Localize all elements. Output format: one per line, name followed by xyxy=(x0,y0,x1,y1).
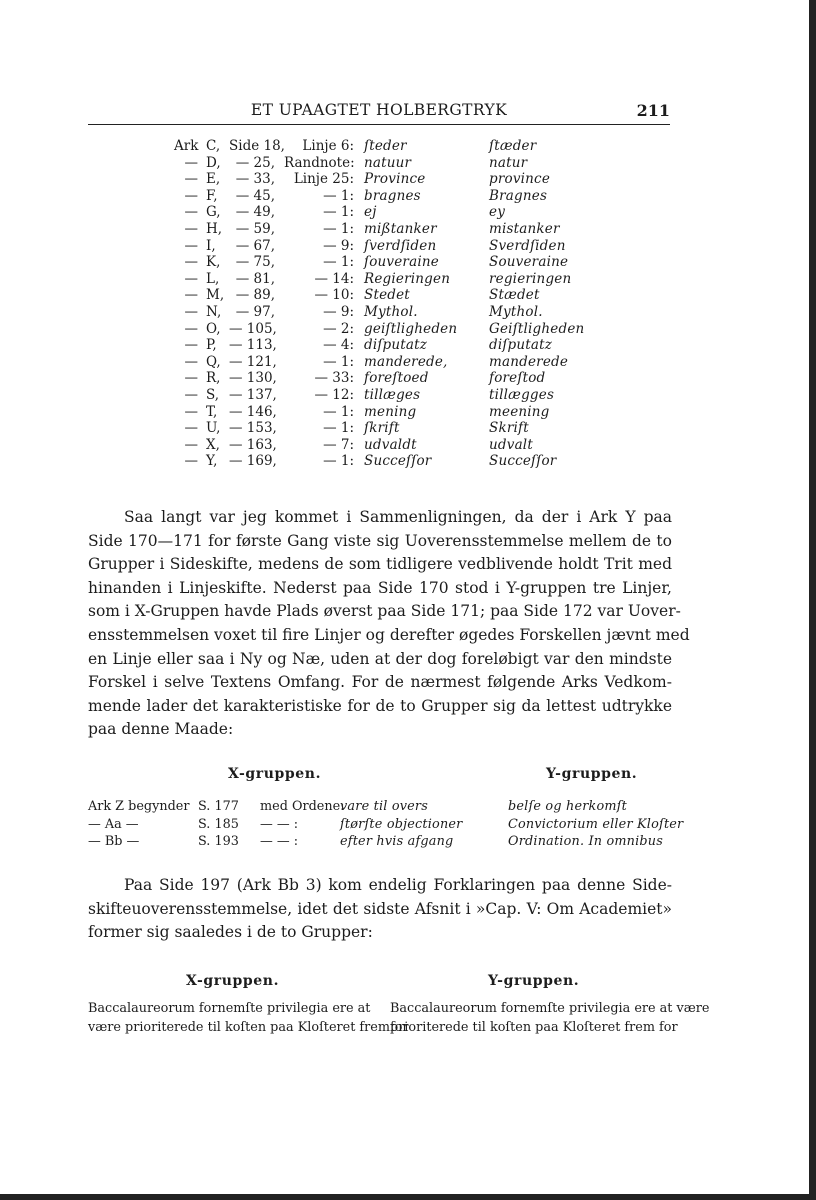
errata-letter: S, xyxy=(206,386,220,403)
errata-line: — 33: xyxy=(314,370,354,387)
comparison-row xyxy=(88,816,684,834)
errata-misprint: manderede, xyxy=(364,353,448,370)
errata-sheet: — xyxy=(184,204,198,221)
comparison-cell-x: efter hvis afgang xyxy=(340,834,454,849)
errata-sheet: Ark xyxy=(174,138,199,154)
errata-correction: mistanker xyxy=(489,220,560,237)
errata-correction: Sverdſiden xyxy=(489,237,566,254)
x-column-text xyxy=(88,999,409,1037)
errata-misprint: Succeſſor xyxy=(364,453,432,470)
y-column-line: prioriterede til koſten paa Kloſteret frem for xyxy=(390,1020,678,1035)
errata-line: — 1: xyxy=(323,403,354,420)
text-line: som i X-Gruppen havde Plads øverst paa Side 171; paa Side 172 var Uover- xyxy=(88,602,681,621)
comparison-row xyxy=(88,798,672,816)
comparison-cell-y: belſe og herkomſt xyxy=(508,799,628,814)
errata-line: — 12: xyxy=(314,386,354,403)
errata-line: Linje 6: xyxy=(302,138,354,154)
errata-letter: H, xyxy=(206,220,223,237)
text-line: hinanden i Linjeskifte. Nederst paa Side 170 stod i Y-gruppen tre Linjer, xyxy=(88,578,672,597)
errata-letter: Q, xyxy=(206,353,221,370)
errata-correction: Souveraine xyxy=(489,254,569,271)
errata-page: — 163, xyxy=(229,436,277,453)
errata-page: — 130, xyxy=(229,370,277,387)
errata-page: — 45, xyxy=(235,187,275,204)
errata-line: Randnote: xyxy=(284,154,355,171)
errata-page: — 97, xyxy=(235,303,275,320)
errata-page: Side 18, xyxy=(229,138,285,154)
errata-correction: Skrift xyxy=(489,420,529,437)
text-line: Paa Side 197 (Ark Bb 3) kom endelig Forklaringen paa denne Side- xyxy=(124,876,672,894)
errata-correction: udvalt xyxy=(489,436,533,453)
errata-page: — 153, xyxy=(229,420,277,437)
errata-line: — 9: xyxy=(323,303,354,320)
errata-sheet: — xyxy=(184,220,198,237)
errata-correction: manderede xyxy=(489,353,569,370)
errata-letter: K, xyxy=(206,254,221,271)
errata-page: — 105, xyxy=(229,320,277,337)
errata-line: — 10: xyxy=(314,287,354,304)
errata-page: — 113, xyxy=(229,337,277,354)
errata-letter: E, xyxy=(206,171,221,188)
running-title: ET UPAAGTET HOLBERGTRYK xyxy=(250,101,508,119)
paragraph-2 xyxy=(88,874,672,945)
header-rule xyxy=(88,124,670,125)
errata-letter: F, xyxy=(206,187,218,204)
errata-line: — 2: xyxy=(323,320,354,337)
y-group-heading-1: Y-gruppen. xyxy=(546,766,638,782)
errata-line: — 1: xyxy=(323,220,354,237)
errata-sheet: — xyxy=(184,303,198,320)
comparison-table xyxy=(88,798,684,851)
errata-line: — 1: xyxy=(323,353,354,370)
errata-page: — 49, xyxy=(235,204,275,221)
errata-misprint: Stedet xyxy=(364,287,410,304)
comparison-row xyxy=(88,833,672,851)
errata-sheet: — xyxy=(184,370,198,387)
errata-misprint: tillæges xyxy=(364,386,421,403)
errata-correction: ſtæder xyxy=(489,138,537,154)
errata-correction: Bragnes xyxy=(489,187,548,204)
comparison-cell-c2: S. 193 xyxy=(198,834,239,849)
errata-sheet: — xyxy=(184,436,198,453)
comparison-cell-c1: — Aa — xyxy=(88,816,139,832)
errata-letter: C, xyxy=(206,138,221,154)
errata-misprint: diſputatz xyxy=(364,337,428,354)
errata-correction: Mythol. xyxy=(489,303,543,320)
errata-misprint: bragnes xyxy=(364,187,421,204)
x-column-line: Baccalaureorum fornemſte privilegia ere at xyxy=(88,1001,371,1016)
comparison-cell-y: Convictorium eller Kloſter xyxy=(508,816,684,832)
scan-edge-right xyxy=(809,0,816,1200)
errata-sheet: — xyxy=(184,420,198,437)
errata-page: — 89, xyxy=(235,287,275,304)
errata-sheet: — xyxy=(184,237,198,254)
errata-line: — 1: xyxy=(323,420,354,437)
errata-letter: O, xyxy=(206,320,221,337)
errata-line: Linje 25: xyxy=(293,171,354,188)
errata-letter: R, xyxy=(206,370,221,387)
text-line: Grupper i Sideskifte, medens de som tidligere vedblivende holdt Trit med xyxy=(88,555,672,574)
errata-misprint: foreſtoed xyxy=(364,370,429,387)
errata-correction: regieringen xyxy=(489,270,572,287)
errata-page: — 25, xyxy=(235,154,275,171)
errata-page: — 146, xyxy=(229,403,277,420)
errata-letter: P, xyxy=(206,337,217,354)
paragraph-1 xyxy=(88,506,690,742)
errata-page: — 59, xyxy=(235,220,275,237)
page-number: 211 xyxy=(636,101,670,120)
text-line: former sig saaledes i de to Grupper: xyxy=(88,923,373,942)
comparison-cell-y: Ordination. In omnibus xyxy=(508,834,664,849)
errata-misprint: Province xyxy=(364,171,426,188)
text-line: Forskel i selve Textens Omfang. For de nærmest følgende Arks Vedkom- xyxy=(88,673,672,692)
errata-sheet: — xyxy=(184,403,198,420)
errata-misprint: mißtanker xyxy=(364,220,437,237)
running-header xyxy=(88,101,670,123)
text-line: mende lader det karakteristiske for de to Grupper sig da lettest udtrykke xyxy=(88,696,672,715)
text-line: paa denne Maade: xyxy=(88,720,234,739)
errata-correction: foreſtod xyxy=(489,370,546,387)
errata-letter: M, xyxy=(206,287,225,304)
errata-page: — 33, xyxy=(235,171,275,188)
errata-letter: X, xyxy=(206,436,220,453)
errata-letter: N, xyxy=(206,303,222,320)
x-group-heading-1: X-gruppen. xyxy=(228,766,322,782)
scan-edge-bottom xyxy=(0,1194,816,1200)
errata-sheet: — xyxy=(184,154,198,171)
text-line: ensstemmelsen voxet til fire Linjer og derefter øgedes Forskellen jævnt med xyxy=(88,625,690,644)
comparison-cell-c3: — — : xyxy=(260,834,299,849)
errata-misprint: ſkrift xyxy=(364,420,400,437)
errata-line: — 1: xyxy=(323,453,354,470)
errata-letter: I, xyxy=(206,237,216,254)
errata-correction: Succeſſor xyxy=(489,453,557,470)
errata-letter: T, xyxy=(206,403,218,420)
errata-misprint: Regieringen xyxy=(364,270,451,287)
errata-correction: ey xyxy=(489,204,506,221)
errata-line: — 7: xyxy=(323,436,354,453)
text-line: en Linje eller saa i Ny og Næ, uden at der dog foreløbigt var den mindste xyxy=(88,649,672,668)
comparison-cell-x: ſtørſte objectioner xyxy=(340,816,463,832)
errata-page: — 67, xyxy=(235,237,275,254)
errata-misprint: mening xyxy=(364,403,417,420)
errata-line: — 4: xyxy=(323,337,354,354)
errata-line: — 14: xyxy=(314,270,354,287)
comparison-cell-c2: S. 177 xyxy=(198,799,239,814)
text-line: Side 170—171 for første Gang viste sig Uoverensstemmelse mellem de to xyxy=(88,531,672,550)
errata-misprint: geiſtligheden xyxy=(364,320,458,337)
errata-sheet: — xyxy=(184,353,198,370)
errata-letter: D, xyxy=(206,154,221,171)
comparison-cell-c3: med Ordene: xyxy=(260,799,345,814)
errata-sheet: — xyxy=(184,337,198,354)
errata-page: — 75, xyxy=(235,254,275,271)
errata-misprint: ej xyxy=(364,204,377,221)
errata-correction: province xyxy=(489,171,551,188)
comparison-cell-x: vare til overs xyxy=(340,799,429,814)
comparison-cell-c3: — — : xyxy=(260,816,299,832)
errata-correction: meening xyxy=(489,403,550,420)
comparison-cell-c2: S. 185 xyxy=(198,816,239,832)
errata-line: — 1: xyxy=(323,254,354,271)
errata-correction: natur xyxy=(489,154,528,171)
errata-correction: tillægges xyxy=(489,386,555,403)
x-group-heading-2: X-gruppen. xyxy=(186,973,280,989)
errata-page: — 81, xyxy=(235,270,275,287)
errata-misprint: ſteder xyxy=(364,138,407,154)
errata-misprint: natuur xyxy=(364,154,412,171)
y-group-heading-2: Y-gruppen. xyxy=(488,973,580,989)
errata-sheet: — xyxy=(184,187,198,204)
errata-page: — 137, xyxy=(229,386,277,403)
errata-letter: U, xyxy=(206,420,221,437)
errata-misprint: ſouveraine xyxy=(364,254,439,271)
errata-sheet: — xyxy=(184,386,198,403)
errata-misprint: ſverdſiden xyxy=(364,237,437,254)
errata-letter: L, xyxy=(206,270,220,287)
text-line: Saa langt var jeg kommet i Sammenligningen, da der i Ark Y paa xyxy=(124,508,672,526)
errata-sheet: — xyxy=(184,287,198,304)
errata-correction: Stædet xyxy=(489,287,540,304)
errata-sheet: — xyxy=(184,254,198,271)
errata-line: — 9: xyxy=(323,237,354,254)
y-column-text xyxy=(390,999,709,1037)
errata-misprint: udvaldt xyxy=(364,436,417,453)
text-line: skifteuoverensstemmelse, idet det sidste Afsnit i »Cap. V: Om Academiet» xyxy=(88,899,672,918)
comparison-cell-c1: — Bb — xyxy=(88,834,140,849)
errata-line: — 1: xyxy=(323,204,354,221)
errata-letter: Y, xyxy=(206,453,218,470)
errata-sheet: — xyxy=(184,453,198,470)
comparison-cell-c1: Ark Z begynder xyxy=(88,799,190,814)
errata-sheet: — xyxy=(184,171,198,188)
errata-letter: G, xyxy=(206,204,221,221)
errata-line: — 1: xyxy=(323,187,354,204)
errata-misprint: Mythol. xyxy=(364,303,418,320)
x-column-line: være prioriterede til koſten paa Kloſteret fremfor xyxy=(88,1020,409,1035)
errata-sheet: — xyxy=(184,270,198,287)
errata-correction: diſputatz xyxy=(489,337,553,354)
y-column-line: Baccalaureorum fornemſte privilegia ere at være xyxy=(390,1001,710,1016)
errata-page: — 121, xyxy=(229,353,277,370)
errata-page: — 169, xyxy=(229,453,277,470)
errata-correction: Geiſtligheden xyxy=(489,320,585,337)
errata-sheet: — xyxy=(184,320,198,337)
